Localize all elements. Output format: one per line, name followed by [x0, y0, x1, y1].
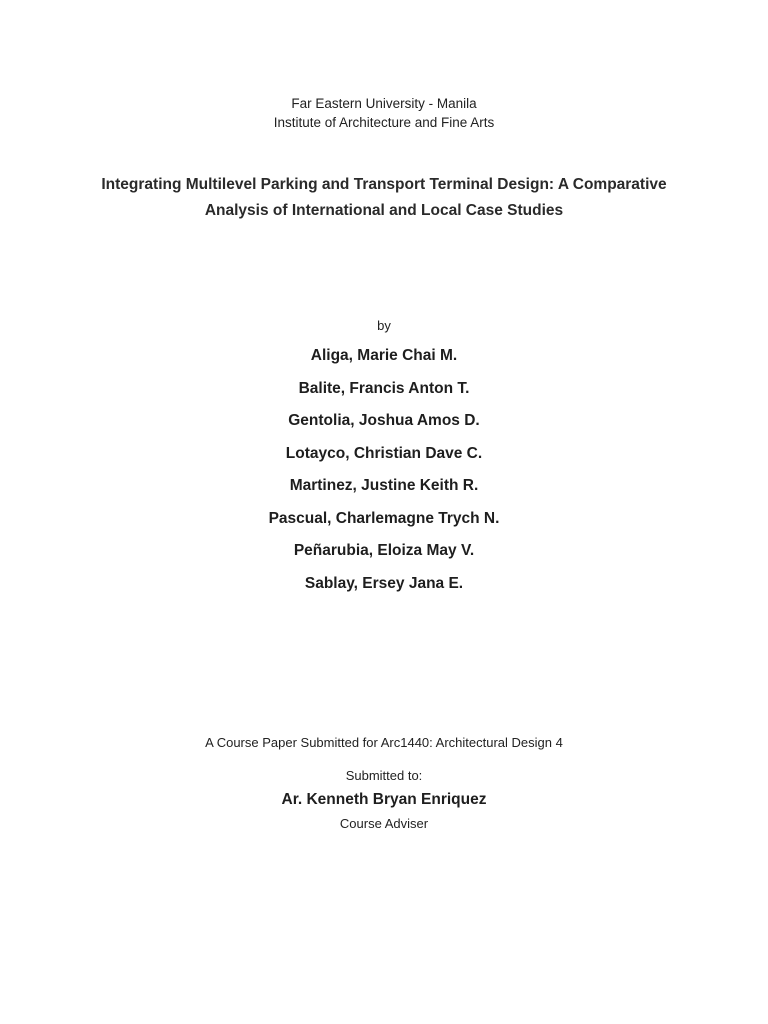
course-line: A Course Paper Submitted for Arc1440: Architectural Design 4	[205, 735, 563, 750]
author-name: Balite, Francis Anton T.	[298, 379, 470, 397]
paper-title-line-1: Integrating Multilevel Parking and Transport Terminal Design: A Comparative	[101, 176, 667, 193]
paper-title-line-2: Analysis of International and Local Case Studies	[204, 202, 564, 219]
institution-block	[0, 94, 768, 132]
author-name: Aliga, Marie Chai M.	[310, 347, 458, 364]
university-name: Far Eastern University - Manila	[291, 96, 477, 111]
author-name: Sablay, Ersey Jana E.	[304, 574, 464, 592]
paper-title	[0, 172, 768, 224]
author-name: Martinez, Justine Keith R.	[289, 477, 479, 494]
author-name: Gentolia, Joshua Amos D.	[288, 412, 480, 429]
institute-name: Institute of Architecture and Fine Arts	[273, 115, 495, 130]
author-name: Pascual, Charlemagne Trych N.	[268, 509, 500, 527]
adviser-role: Course Adviser	[339, 816, 429, 831]
adviser-name: Ar. Kenneth Bryan Enriquez	[281, 791, 487, 808]
author-name: Peñarubia, Eloiza May V.	[293, 542, 475, 559]
author-list	[0, 343, 768, 603]
author-name: Lotayco, Christian Dave C.	[285, 444, 483, 462]
byline: by	[377, 318, 391, 333]
submitted-to-label: Submitted to:	[345, 768, 423, 783]
